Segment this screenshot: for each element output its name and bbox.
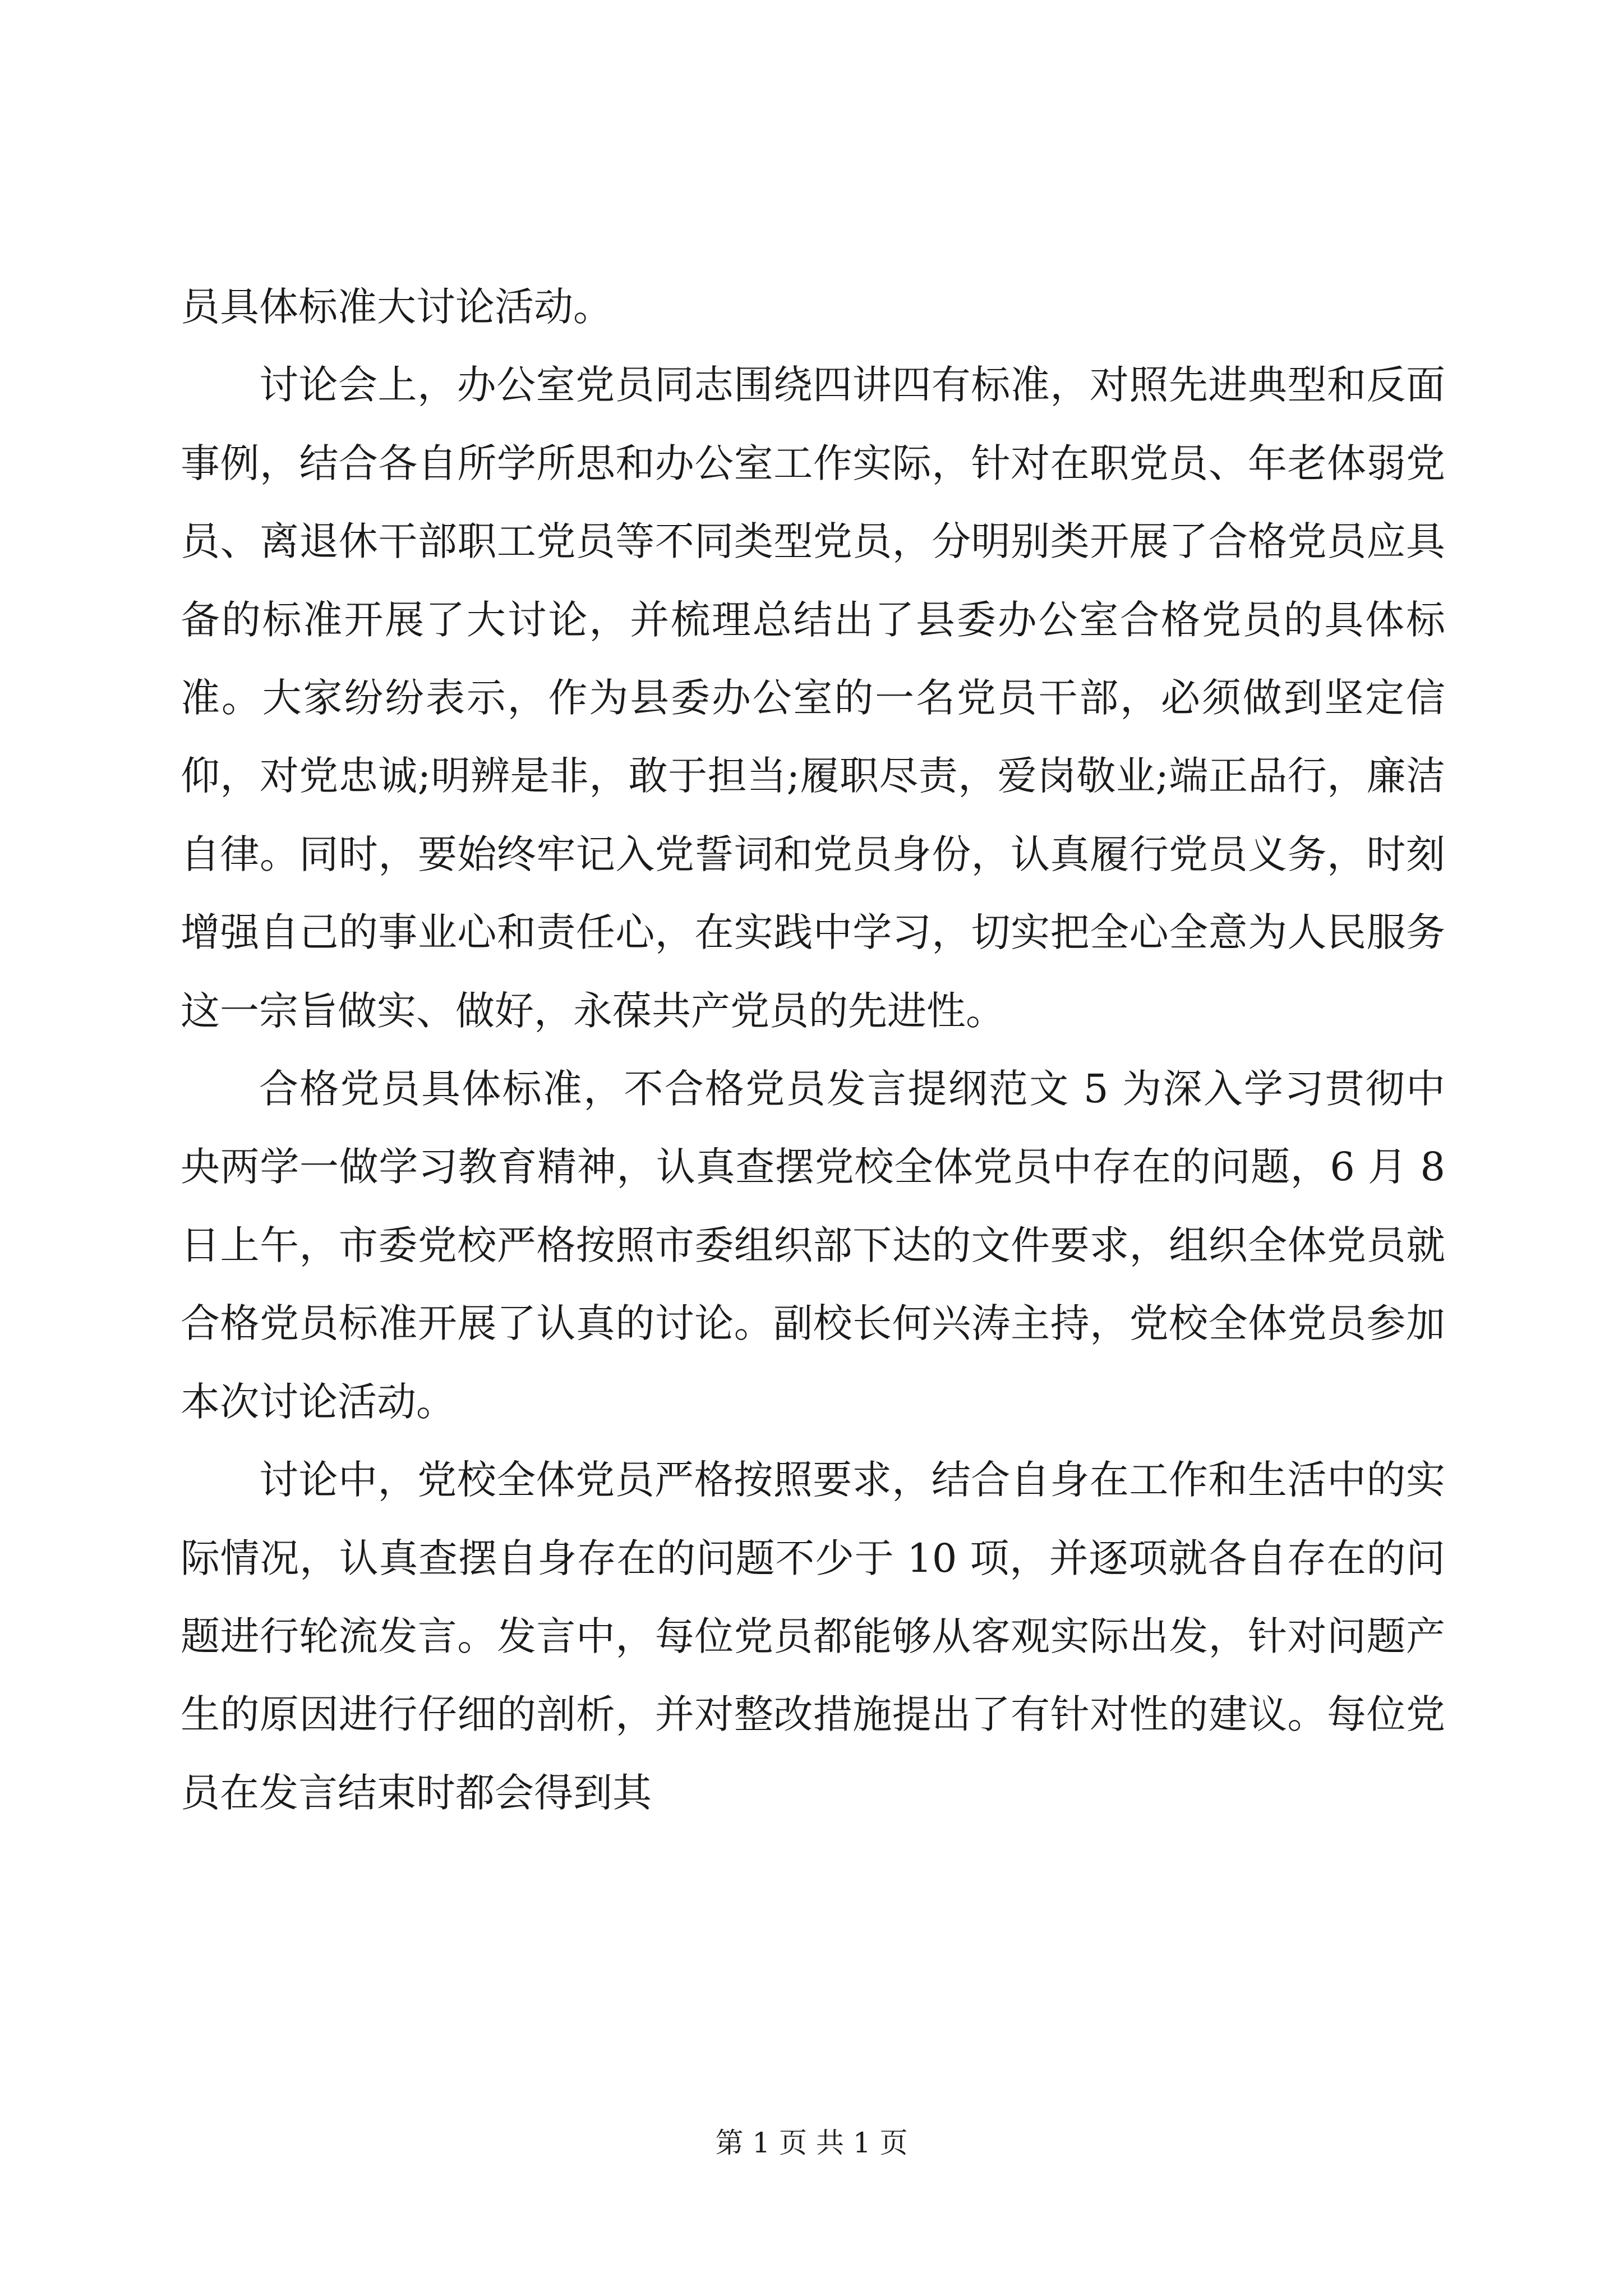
paragraph-4: 讨论中，党校全体党员严格按照要求，结合自身在工作和生活中的实际情况，认真查摆自身存在的问题不少于 10 项，并逐项就各自存在的问题进行轮流发言。发言中，每位党员都能够从客观实际出发，针对问题产生的原因进行仔细的剖析，并对整改措施提出了有针对性的建议。每位党员在发言结束时都会得到其	[181, 1457, 1445, 1816]
page-footer: 第 1 页 共 1 页	[715, 2127, 908, 2159]
body-text	[181, 268, 1445, 1832]
paragraph-1: 员具体标准大讨论活动。	[181, 284, 612, 330]
paragraph-2: 讨论会上，办公室党员同志围绕四讲四有标准，对照先进典型和反面事例，结合各自所学所思和办公室工作实际，针对在职党员、年老体弱党员、离退休干部职工党员等不同类型党员，分明别类开展了合格党员应具备的标准开展了大讨论，并梳理总结出了县委办公室合格党员的具体标准。大家纷纷表示，作为县委办公室的一名党员干部，必须做到坚定信仰，对党忠诚;明辨是非，敢于担当;履职尽责，爱岗敬业;端正品行，廉洁自律。同时，要始终牢记入党誓词和党员身份，认真履行党员义务，时刻增强自己的事业心和责任心，在实践中学习，切实把全心全意为人民服务这一宗旨做实、做好，永葆共产党员的先进性。	[181, 362, 1445, 1034]
paragraph-3: 合格党员具体标准，不合格党员发言提纲范文 5 为深入学习贯彻中央两学一做学习教育精神，认真查摆党校全体党员中存在的问题，6 月 8 日上午，市委党校严格按照市委组织部下达的文件要求，组织全体党员就合格党员标准开展了认真的讨论。副校长何兴涛主持，党校全体党员参加本次讨论活动。	[181, 1066, 1445, 1425]
